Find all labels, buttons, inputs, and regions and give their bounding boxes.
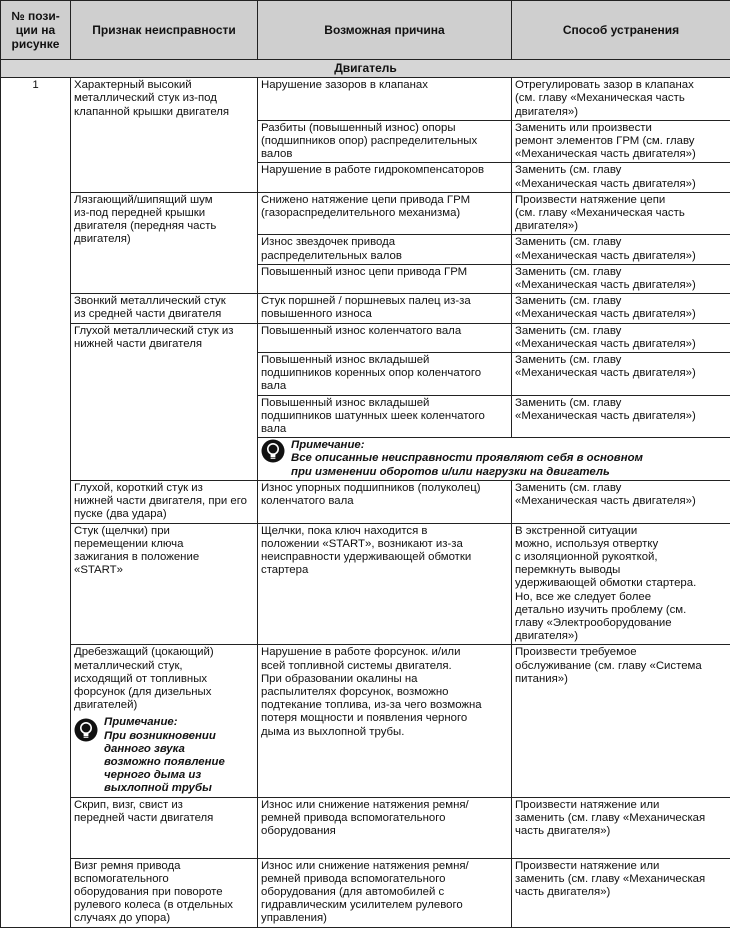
table-header-row: [1, 1, 730, 60]
note-block: [261, 439, 727, 479]
remedy-cell: Заменить (см. главу «Механическая часть двигателя»): [512, 235, 730, 264]
note-cell: [258, 438, 730, 481]
table-row: [1, 294, 730, 323]
cause-cell: Повышенный износ вкладышей подшипников шатунных шеек коленчатого вала: [258, 395, 512, 438]
cause-cell: Нарушение в работе гидрокомпенсаторов: [258, 163, 512, 192]
cause-cell: Повышенный износ коленчатого вала: [258, 323, 512, 352]
symptom-cell: Дребезжащий (цокающий) металлический стук, исходящий от топливных форсунок (для дизельных двигателей) Примечание: При возникновении данного звука возможно появление черного дыма из выхлопной трубы: [71, 645, 258, 797]
cause-cell: Износ упорных подшипников (полуколец) коленчатого вала: [258, 480, 512, 523]
note-title: Примечание:: [291, 439, 365, 452]
header-remedy: Способ устранения: [512, 1, 730, 60]
cause-cell: Нарушение зазоров в клапанах: [258, 78, 512, 121]
lightbulb-icon: [261, 439, 285, 463]
cause-cell: Повышенный износ вкладышей подшипников коренных опор коленчатого вала: [258, 353, 512, 396]
table-row: [1, 323, 730, 352]
remedy-cell: Заменить (см. главу «Механическая часть двигателя»): [512, 353, 730, 396]
remedy-cell: Отрегулировать зазор в клапанах (см. главу «Механическая часть двигателя»): [512, 78, 730, 121]
remedy-cell: Заменить (см. главу «Механическая часть двигателя»): [512, 264, 730, 293]
section-row: [1, 60, 730, 78]
remedy-cell: Заменить (см. главу «Механическая часть двигателя»): [512, 395, 730, 438]
table-row: [1, 192, 730, 235]
table-row: [1, 858, 730, 927]
note-title: Примечание:: [104, 716, 178, 729]
cause-cell: Нарушение в работе форсунок. и/или всей топливной системы двигателя. При образовании окалины на распылителях форсунок, возможно подтекание топлива, из-за чего возможна потеря мощности и появления черного дыма из выхлопной трубы.: [258, 645, 512, 797]
remedy-cell: Заменить (см. главу «Механическая часть двигателя»): [512, 163, 730, 192]
cause-cell: Щелчки, пока ключ находится в положении «START», возникают из-за неисправности удерживающей обмотки стартера: [258, 523, 512, 645]
remedy-cell: Заменить (см. главу «Механическая часть двигателя»): [512, 480, 730, 523]
section-title: Двигатель: [1, 60, 730, 78]
header-symptom: Признак неисправности: [71, 1, 258, 60]
remedy-cell: Произвести натяжение или заменить (см. главу «Механическая часть двигателя»): [512, 797, 730, 858]
position-number: 1: [1, 78, 71, 927]
cause-cell: Износ звездочек привода распределительных валов: [258, 235, 512, 264]
symptom-cell: Звонкий металлический стук из средней части двигателя: [71, 294, 258, 323]
remedy-cell: В экстренной ситуации можно, используя отвертку с изоляционной рукояткой, перемкнуть выводы удерживающей обмотки стартера. Но, все же следует более детально изучить проблему (см. главу «Электрооборудование двигателя»): [512, 523, 730, 645]
header-position: № пози- ции на рисунке: [1, 1, 71, 60]
table-row: [1, 797, 730, 858]
remedy-cell: Заменить (см. главу «Механическая часть двигателя»): [512, 323, 730, 352]
table-row: [1, 523, 730, 645]
symptom-cell: Глухой металлический стук из нижней части двигателя: [71, 323, 258, 480]
symptom-cell: Характерный высокий металлический стук из-под клапанной крышки двигателя: [71, 78, 258, 193]
remedy-cell: Заменить (см. главу «Механическая часть двигателя»): [512, 294, 730, 323]
cause-cell: Разбиты (повышенный износ) опоры (подшипников опор) распределительных валов: [258, 120, 512, 163]
cause-cell: Стук поршней / поршневых палец из-за повышенного износа: [258, 294, 512, 323]
remedy-cell: Заменить или произвести ремонт элементов ГРМ (см. главу «Механическая часть двигателя»): [512, 120, 730, 163]
remedy-cell: Произвести натяжение или заменить (см. главу «Механическая часть двигателя»): [512, 858, 730, 927]
symptom-cell: Стук (щелчки) при перемещении ключа зажигания в положение «START»: [71, 523, 258, 645]
remedy-cell: Произвести натяжение цепи (см. главу «Механическая часть двигателя»): [512, 192, 730, 235]
cause-cell: Повышенный износ цепи привода ГРМ: [258, 264, 512, 293]
note-body: При возникновении данного звука возможно появление черного дыма из выхлопной трубы: [104, 729, 225, 795]
table-row: [1, 78, 730, 121]
symptom-cell: Лязгающий/шипящий шум из-под передней крышки двигателя (передняя часть двигателя): [71, 192, 258, 293]
symptom-cell: Визг ремня привода вспомогательного оборудования при повороте рулевого колеса (в отдельных случаях до упора): [71, 858, 258, 927]
header-cause: Возможная причина: [258, 1, 512, 60]
symptom-cell: Глухой, короткий стук из нижней части двигателя, при его пуске (два удара): [71, 480, 258, 523]
table-row: [1, 645, 730, 797]
note-block: [74, 716, 254, 795]
symptom-cell: Скрип, визг, свист из передней части двигателя: [71, 797, 258, 858]
lightbulb-icon: [74, 718, 98, 742]
table-row: [1, 480, 730, 523]
remedy-cell: Произвести требуемое обслуживание (см. главу «Система питания»): [512, 645, 730, 797]
cause-cell: Износ или снижение натяжения ремня/ ремней привода вспомогательного оборудования: [258, 797, 512, 858]
cause-cell: Снижено натяжение цепи привода ГРМ (газораспределительного механизма): [258, 192, 512, 235]
note-body: Все описанные неисправности проявляют себя в основном при изменении оборотов и/или нагрузки на двигатель: [291, 452, 643, 478]
cause-cell: Износ или снижение натяжения ремня/ ремней привода вспомогательного оборудования (для автомобилей с гидравлическим усилителем рулевого управления): [258, 858, 512, 927]
